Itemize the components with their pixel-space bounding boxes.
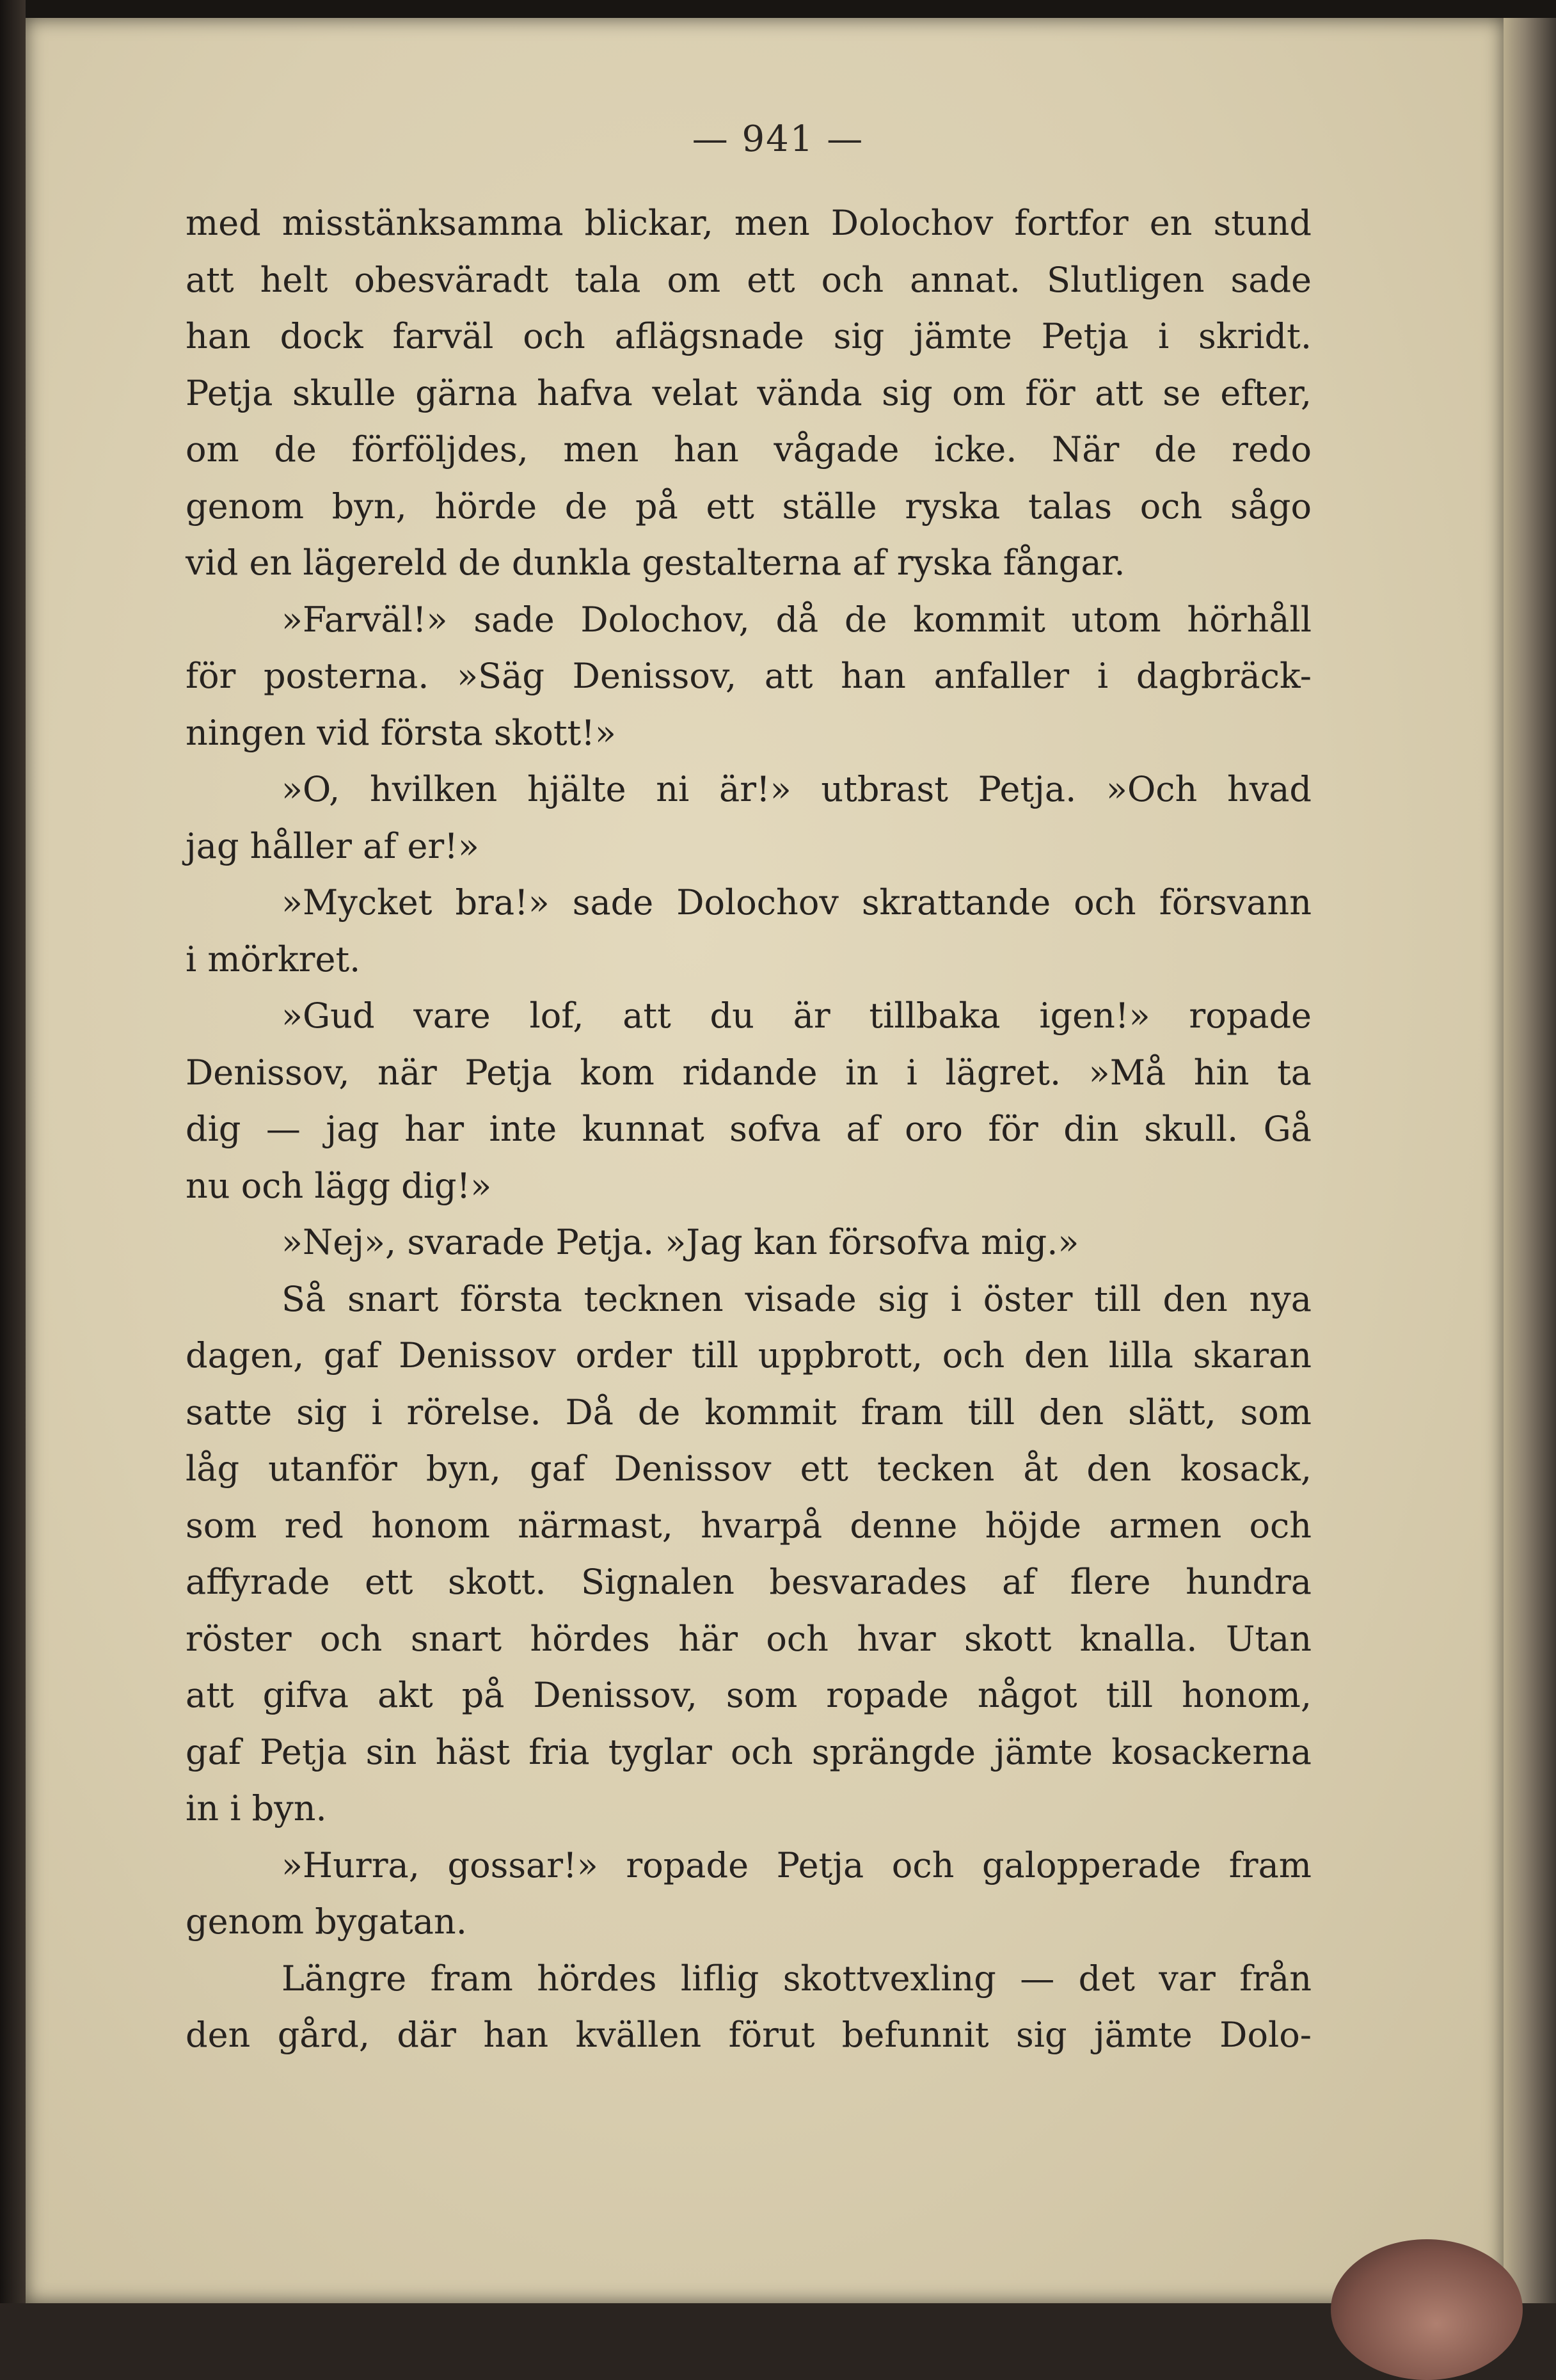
text-line: jag håller af er!» bbox=[186, 825, 479, 866]
text-line: dig — jag har inte kunnat sofva af oro för din skull. Gå bbox=[186, 1109, 1312, 1149]
body-text bbox=[186, 195, 1312, 2064]
text-line: Längre fram hördes liflig skottvexling — det var från bbox=[282, 1958, 1312, 1999]
text-line: genom byn, hörde de på ett ställe ryska talas och sågo bbox=[186, 486, 1312, 527]
text-line: »Mycket bra!» sade Dolochov skrattande och försvann bbox=[282, 882, 1312, 923]
text-line: att gifva akt på Denissov, som ropade något till honom, bbox=[186, 1675, 1312, 1715]
text-line: för posterna. »Säg Denissov, att han anfaller i dagbräck- bbox=[186, 656, 1312, 696]
text-line: nu och lägg dig!» bbox=[186, 1165, 492, 1206]
text-line: Så snart första tecknen visade sig i öster till den nya bbox=[282, 1278, 1312, 1319]
page-number: — 941 — bbox=[692, 118, 864, 160]
text-line: »O, hvilken hjälte ni är!» utbrast Petja. »Och hvad bbox=[282, 769, 1312, 809]
book-binding-edge bbox=[0, 0, 26, 2303]
text-line: i mörkret. bbox=[186, 939, 361, 980]
book-cover-edge-top bbox=[0, 0, 1556, 18]
text-line: låg utanför byn, gaf Denissov ett tecken åt den kosack, bbox=[186, 1448, 1312, 1489]
text-line: röster och snart hördes här och hvar skott knalla. Utan bbox=[186, 1618, 1312, 1659]
text-line: med misstänksamma blickar, men Dolochov fortfor en stund bbox=[186, 203, 1312, 243]
text-line: genom bygatan. bbox=[186, 1901, 467, 1942]
text-line: »Gud vare lof, att du är tillbaka igen!» ropade bbox=[282, 996, 1312, 1036]
page-stack-edge bbox=[1504, 18, 1556, 2303]
text-line: »Farväl!» sade Dolochov, då de kommit utom hörhåll bbox=[282, 599, 1312, 640]
text-line: Denissov, när Petja kom ridande in i lägret. »Må hin ta bbox=[186, 1052, 1312, 1093]
text-line: han dock farväl och aflägsnade sig jämte Petja i skridt. bbox=[186, 316, 1312, 356]
text-line: in i byn. bbox=[186, 1788, 327, 1829]
text-line: dagen, gaf Denissov order till uppbrott, och den lilla skaran bbox=[186, 1335, 1312, 1376]
text-line: affyrade ett skott. Signalen besvarades af flere hundra bbox=[186, 1562, 1312, 1602]
text-line: satte sig i rörelse. Då de kommit fram till den slätt, som bbox=[186, 1392, 1312, 1432]
text-line: om de förföljdes, men han vågade icke. När de redo bbox=[186, 429, 1312, 470]
text-line: Petja skulle gärna hafva velat vända sig om för att se efter, bbox=[186, 372, 1312, 413]
text-line: att helt obesväradt tala om ett och annat. Slutligen sade bbox=[186, 259, 1312, 300]
text-line: »Hurra, gossar!» ropade Petja och galopperade fram bbox=[282, 1844, 1312, 1885]
text-line: »Nej», svarade Petja. »Jag kan försofva mig.» bbox=[282, 1222, 1079, 1262]
thumb-holding-page bbox=[1331, 2239, 1523, 2380]
text-line: som red honom närmast, hvarpå denne höjde armen och bbox=[186, 1505, 1312, 1546]
text-line: vid en lägereld de dunkla gestalterna af ryska fångar. bbox=[186, 543, 1125, 583]
text-line: gaf Petja sin häst fria tyglar och sprängde jämte kosackerna bbox=[186, 1731, 1312, 1772]
text-line: ningen vid första skott!» bbox=[186, 712, 616, 753]
text-line: den gård, där han kvällen förut befunnit sig jämte Dolo- bbox=[186, 2015, 1312, 2055]
